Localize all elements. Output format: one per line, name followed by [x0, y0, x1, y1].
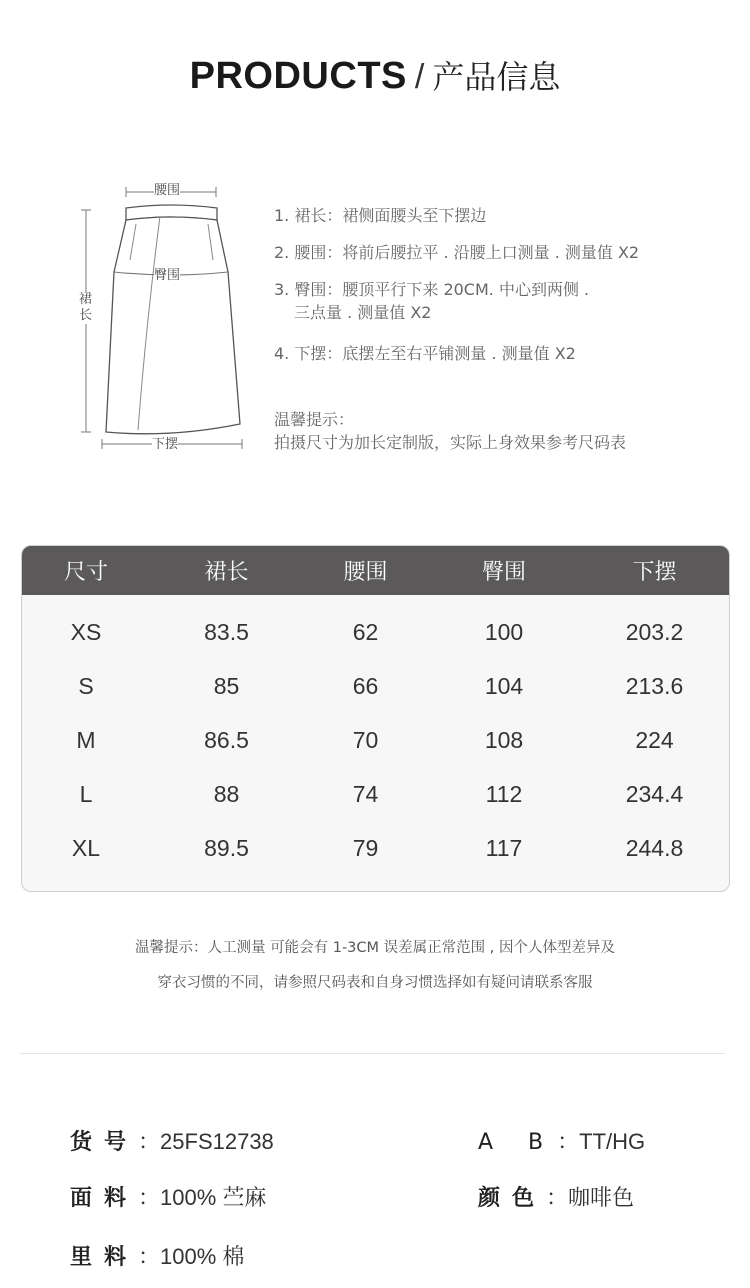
hem-label: 下摆 — [152, 437, 179, 452]
header-size: 尺寸 — [63, 560, 108, 585]
cell-hip: 108 — [484, 726, 524, 753]
fabric-label: 面料 — [70, 1186, 139, 1211]
header-waist: 腰围 — [343, 560, 388, 585]
divider — [20, 1053, 725, 1054]
cell-hem: 224 — [635, 726, 674, 753]
colon: ： — [138, 1130, 161, 1155]
footer-tip-line2: 穿衣习惯的不同，请参照尺码表和自身习惯选择如有疑问请联系客服 — [157, 975, 593, 991]
cell-hip: 117 — [485, 834, 523, 861]
item-no-label: 货号 — [70, 1130, 139, 1155]
cell-size: L — [79, 780, 93, 807]
lining-value: 100% 棉 — [160, 1244, 245, 1269]
table-row — [22, 767, 729, 821]
ab-value: TT/HG — [579, 1129, 646, 1154]
tip-title: 温馨提示： — [274, 410, 355, 429]
cell-hem: 244.8 — [625, 834, 684, 861]
colon: ： — [557, 1130, 580, 1155]
ab-label: A B — [478, 1130, 558, 1155]
cell-size: M — [76, 726, 96, 753]
hip-label: 臀围 — [154, 268, 181, 283]
cell-hip: 100 — [484, 618, 524, 645]
cell-waist: 79 — [352, 834, 379, 861]
note-hem: 4. 下摆：底摆左至右平铺测量 . 测量值 X2 — [274, 344, 576, 363]
footer-tip-line1: 温馨提示：人工测量 可能会有 1-3CM 误差属正常范围 , 因个人体型差异及 — [135, 940, 615, 956]
cell-length: 89.5 — [204, 834, 249, 861]
skirt-illustration — [70, 176, 255, 461]
info-color — [478, 1181, 634, 1212]
colon: ： — [138, 1186, 161, 1211]
item-no-value: 25FS12738 — [160, 1129, 274, 1154]
header-hem: 下摆 — [632, 560, 677, 585]
cell-waist: 74 — [352, 780, 379, 807]
cell-waist: 66 — [352, 672, 379, 699]
length-label: 裙长 — [79, 292, 93, 323]
header-length: 裙长 — [204, 560, 249, 585]
cell-length: 85 — [213, 672, 240, 699]
page-title — [0, 52, 750, 98]
colon: ： — [546, 1186, 569, 1211]
cell-length: 88 — [213, 780, 240, 807]
table-header — [22, 546, 729, 595]
cell-waist: 70 — [352, 726, 379, 753]
table-row — [22, 713, 729, 767]
note-waist: 2. 腰围：将前后腰拉平 . 沿腰上口测量 . 测量值 X2 — [274, 243, 640, 262]
title-en: PRODUCTS — [189, 55, 407, 97]
waist-label: 腰围 — [154, 183, 181, 198]
note-hip: 3. 臀围：腰顶平行下来 20CM. 中心到两侧 . — [274, 280, 590, 299]
table-row — [22, 605, 729, 659]
size-table — [21, 545, 730, 892]
lining-label: 里料 — [70, 1245, 139, 1270]
title-cn: 产品信息 — [432, 58, 561, 96]
cell-hem: 213.6 — [625, 672, 684, 699]
info-ab — [478, 1125, 645, 1156]
color-label: 颜色 — [478, 1186, 547, 1211]
table-row — [22, 821, 729, 875]
tip-text: 拍摄尺寸为加长定制版，实际上身效果参考尺码表 — [274, 433, 627, 452]
title-separator: / — [414, 58, 425, 96]
info-lining — [70, 1240, 244, 1271]
colon: ： — [138, 1245, 161, 1270]
cell-size: S — [78, 672, 94, 699]
cell-length: 83.5 — [204, 618, 249, 645]
info-item-no — [70, 1125, 274, 1156]
skirt-diagram — [70, 176, 255, 461]
fabric-value: 100% 苎麻 — [160, 1185, 267, 1210]
note-hip-cont: 三点量 . 测量值 X2 — [294, 303, 432, 322]
cell-size: XS — [70, 618, 102, 645]
cell-hem: 203.2 — [625, 618, 684, 645]
note-length: 1. 裙长：裙侧面腰头至下摆边 — [274, 206, 487, 225]
cell-length: 86.5 — [204, 726, 249, 753]
cell-hip: 104 — [484, 672, 524, 699]
cell-size: XL — [71, 834, 101, 861]
cell-hem: 234.4 — [625, 780, 684, 807]
cell-hip: 112 — [485, 780, 523, 807]
header-hip: 臀围 — [481, 560, 526, 585]
table-row — [22, 659, 729, 713]
info-fabric — [70, 1181, 266, 1212]
cell-waist: 62 — [352, 618, 379, 645]
color-value: 咖啡色 — [568, 1185, 635, 1210]
